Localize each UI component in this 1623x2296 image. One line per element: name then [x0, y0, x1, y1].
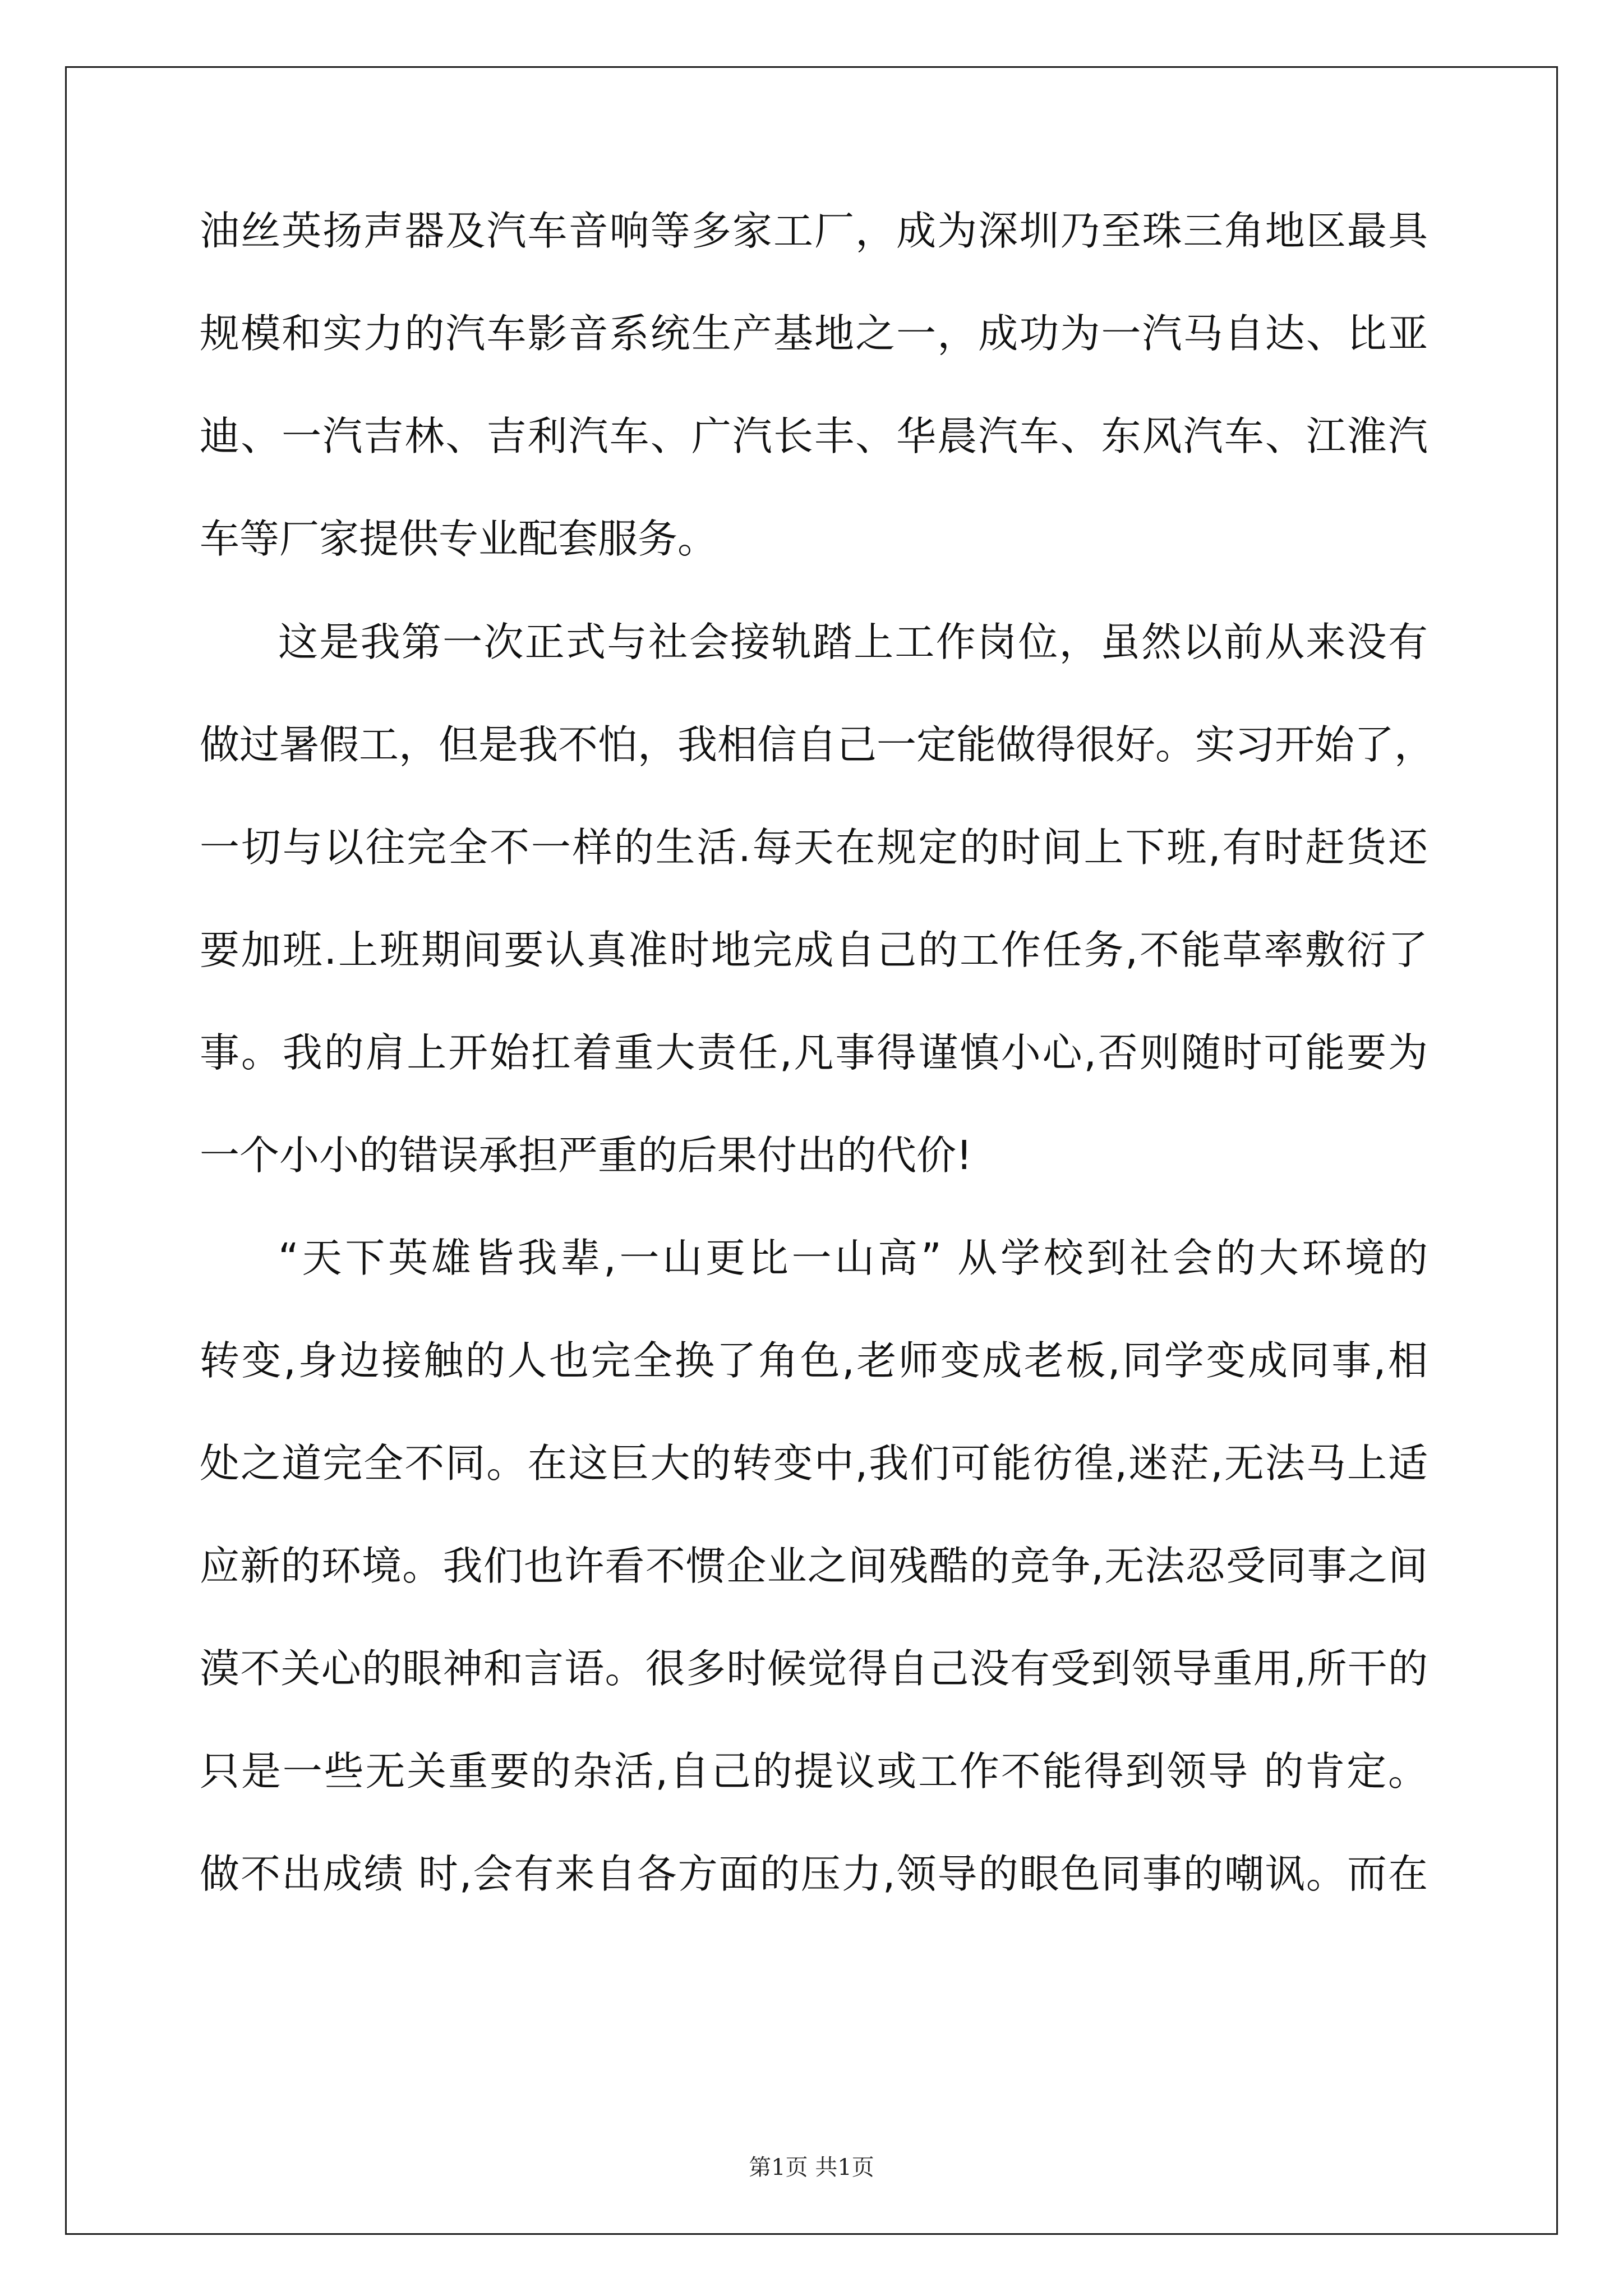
text-line-7: 一切与以往完全不一样的生活.每天在规定的时间上下班,有时赶货还	[200, 824, 1428, 871]
text-line-4: 车等厂家提供专业配套服务。	[200, 516, 718, 562]
text-line-6: 做过暑假工，但是我不怕，我相信自己一定能做得很好。实习开始了，	[200, 721, 1435, 768]
text-line-10: 一个小小的错误承担严重的后果付出的代价!	[200, 1132, 972, 1179]
text-line-12: 转变,身边接触的人也完全换了角色,老师变成老板,同学变成同事,相	[200, 1337, 1428, 1384]
text-line-5: 这是我第一次正式与社会接轨踏上工作岗位，虽然以前从来没有	[278, 619, 1428, 665]
text-line-9: 事。我的肩上开始扛着重大责任,凡事得谨慎小心,否则随时可能要为	[200, 1029, 1428, 1076]
text-line-8: 要加班.上班期间要认真准时地完成自己的工作任务,不能草率敷衍了	[200, 927, 1428, 973]
text-line-17: 做不出成绩 时,会有来自各方面的压力,领导的眼色同事的嘲讽。而在	[200, 1851, 1428, 1897]
text-line-3: 迪、一汽吉林、吉利汽车、广汽长丰、华晨汽车、东风汽车、江淮汽	[200, 413, 1428, 459]
text-line-11: “天下英雄皆我辈,一山更比一山高” 从学校到社会的大环境的	[278, 1235, 1428, 1281]
text-line-1: 油丝英扬声器及汽车音响等多家工厂，成为深圳乃至珠三角地区最具	[200, 208, 1428, 254]
text-line-13: 处之道完全不同。在这巨大的转变中,我们可能彷徨,迷茫,无法马上适	[200, 1440, 1428, 1487]
text-line-15: 漠不关心的眼神和言语。很多时候觉得自己没有受到领导重用,所干的	[200, 1645, 1428, 1692]
text-line-14: 应新的环境。我们也许看不惯企业之间残酷的竞争,无法忍受同事之间	[200, 1543, 1428, 1589]
text-line-2: 规模和实力的汽车影音系统生产基地之一，成功为一汽马自达、比亚	[200, 310, 1428, 357]
text-line-16: 只是一些无关重要的杂活,自己的提议或工作不能得到领导 的肯定。	[200, 1748, 1428, 1795]
page-number: 第1页 共1页	[749, 2155, 874, 2180]
